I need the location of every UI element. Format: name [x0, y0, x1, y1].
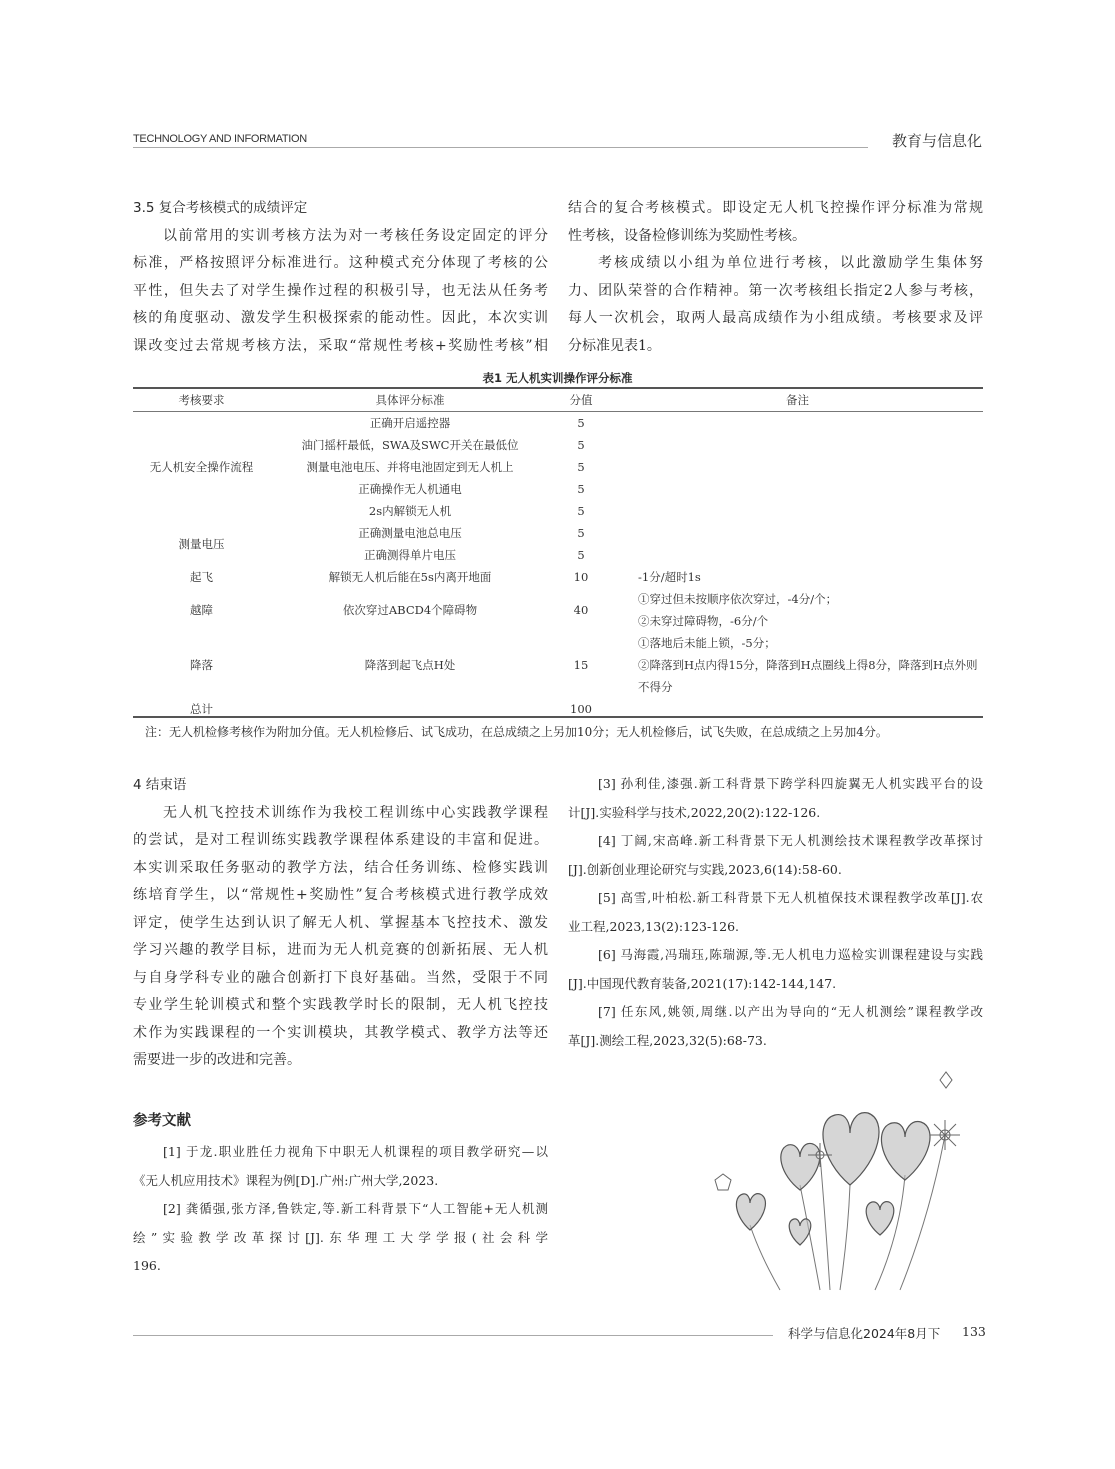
- text-line: 业工程,2023,13(2):123-126.: [568, 918, 739, 934]
- criterion-cell: 依次穿过ABCD4个障碍物: [342, 603, 478, 617]
- remarks-cell: [612, 456, 983, 478]
- text-line: 分标准见表1。: [568, 337, 661, 354]
- score-cell: 5: [577, 482, 585, 496]
- requirement-cell: 无人机安全操作流程: [149, 460, 254, 474]
- text-line: [J].创新创业理论研究与实践,2023,6(14):58-60.: [568, 861, 842, 877]
- text-line: 核的角度驱动、激发学生积极探索的能动性。因此，本次实训: [133, 310, 548, 326]
- section-3-5-left-column: [133, 195, 548, 360]
- score-cell: 5: [577, 548, 585, 562]
- header-rule: [133, 147, 868, 148]
- criterion-cell: 油门摇杆最低，SWA及SWC开关在最低位: [301, 438, 519, 452]
- text-line: 需要进一步的改进和完善。: [133, 1052, 301, 1068]
- criterion-cell: 测量电池电压、并将电池固定到无人机上: [306, 460, 514, 474]
- text-line: [2] 龚循强,张方泽,鲁铁定,等.新工科背景下“人工智能+无人机测: [163, 1201, 548, 1216]
- text-line: 平性，但失去了对学生操作过程的积极引导，也无法从任务考: [133, 282, 548, 299]
- table-note: 注：无人机检修考核作为附加分值。无人机检修后、试飞成功，在总成绩之上另加10分；无人机检修后，试飞失败，在总成绩之上另加4分。: [145, 725, 888, 739]
- text-line: [3] 孙利佳,漆强.新工科背景下跨学科四旋翼无人机实践平台的设: [598, 776, 983, 791]
- text-line: [4] 丁阔,宋高峰.新工科背景下无人机测绘技术课程教学改革探讨: [598, 833, 983, 848]
- header-remarks: 备注: [612, 388, 983, 412]
- score-cell: 5: [577, 438, 585, 452]
- text-line: 以前常用的实训考核方法为对一考核任务设定固定的评分: [163, 227, 548, 244]
- header-score: 分值: [550, 388, 612, 412]
- references-left: [133, 1108, 548, 1281]
- remarks-cell: [612, 500, 983, 522]
- running-header-english: TECHNOLOGY AND INFORMATION: [133, 133, 307, 145]
- section-heading: 4 结束语: [133, 777, 187, 793]
- text-line: [6] 马海霞,冯瑞珏,陈瑞源,等.无人机电力巡检实训课程建设与实践: [598, 947, 983, 962]
- requirement-cell: 降落: [190, 658, 213, 672]
- table-row: [133, 588, 983, 632]
- text-line: 考核成绩以小组为单位进行考核，以此激励学生集体努: [598, 255, 983, 271]
- remark-line: ①穿过但未按顺序依次穿过，-4分/个；: [638, 592, 838, 606]
- text-line: 无人机飞控技术训练作为我校工程训练中心实践教学课程: [163, 804, 548, 821]
- text-line: 标准，严格按照评分标准进行。这种模式充分体现了考核的公: [133, 255, 548, 271]
- requirement-cell: 总计: [190, 702, 213, 716]
- section-3-5-right-column: [568, 195, 983, 360]
- remarks-cell: [612, 544, 983, 566]
- remarks-cell: [612, 566, 983, 588]
- score-cell: 5: [577, 504, 585, 518]
- text-line: [1] 于龙.职业胜任力视角下中职无人机课程的项目教学研究—以: [163, 1144, 548, 1159]
- text-line: 绘”实验教学改革探讨[J].东华理工大学学报(社会科学: [133, 1229, 548, 1245]
- requirement-cell: 测量电压: [178, 537, 225, 551]
- header-requirement: 考核要求: [133, 388, 270, 412]
- remark-line: 不得分: [638, 680, 673, 694]
- header-criterion: 具体评分标准: [270, 388, 550, 412]
- text-line: 力、团队荣誉的合作精神。第一次考核组长指定2人参与考核，: [568, 282, 983, 299]
- text-line: 每人一次机会，取两人最高成绩作为小组成绩。考核要求及评: [568, 310, 983, 326]
- text-line: 与自身学科专业的融合创新打下良好基础。当然，受限于不同: [133, 969, 548, 986]
- text-line: 练培育学生，以“常规性+奖励性”复合考核模式进行教学成效: [133, 887, 548, 903]
- score-cell: 15: [573, 658, 589, 672]
- table-header-row: [133, 388, 983, 412]
- remark-line: ②降落到H点内得15分，降落到H点圈线上得8分，降落到H点外则: [638, 658, 978, 672]
- remarks-cell: [612, 434, 983, 456]
- footer-journal: 科学与信息化2024年8月下: [788, 1326, 941, 1341]
- criterion-cell: 正确开启遥控器: [369, 416, 451, 430]
- remark-line: -1分/超时1s: [638, 570, 701, 584]
- text-line: 的尝试，是对工程训练实践教学课程体系建设的丰富和促进。: [133, 832, 548, 848]
- section-heading: 3.5 复合考核模式的成绩评定: [133, 200, 308, 216]
- remarks-cell: [612, 412, 983, 435]
- text-line: 学习兴趣的教学目标，进而为无人机竞赛的创新拓展、无人机: [133, 942, 548, 958]
- table-bottom-rule: [133, 716, 983, 718]
- score-cell: 5: [577, 416, 585, 430]
- table-row: [133, 412, 983, 435]
- running-header-section: 教育与信息化: [892, 132, 983, 150]
- score-cell: 10: [573, 570, 589, 584]
- heart-flowers-illustration: [700, 1065, 980, 1295]
- criterion-cell: 正确操作无人机通电: [358, 482, 462, 496]
- score-cell: 5: [577, 526, 585, 540]
- conclusion-section: [133, 772, 548, 1075]
- footer-rule: [133, 1335, 773, 1336]
- remarks-cell: [612, 588, 983, 632]
- text-line: [5] 高雪,叶柏松.新工科背景下无人机植保技术课程教学改革[J].农: [598, 890, 983, 905]
- text-line: 计[J].实验科学与技术,2022,20(2):122-126.: [568, 804, 821, 820]
- text-line: 196.: [133, 1258, 161, 1273]
- table-row: [133, 522, 983, 544]
- criterion-cell: 降落到起飞点H处: [364, 658, 456, 672]
- score-cell: 5: [577, 460, 585, 474]
- criterion-cell: 2s内解锁无人机: [368, 504, 452, 518]
- remarks-cell: [612, 632, 983, 698]
- text-line: 《无人机应用技术》课程为例[D].广州:广州大学,2023.: [133, 1172, 439, 1188]
- criterion-cell: 解锁无人机后能在5s内离开地面: [328, 570, 492, 584]
- text-line: 革[J].测绘工程,2023,32(5):68-73.: [568, 1032, 767, 1048]
- text-line: 评定，使学生达到认识了解无人机、掌握基本飞控技术、激发: [133, 914, 548, 931]
- requirement-cell: 越障: [190, 603, 213, 617]
- text-line: 术作为实践课程的一个实训模块，其教学模式、教学方法等还: [133, 1024, 548, 1041]
- remarks-cell: [612, 478, 983, 500]
- remarks-cell: [612, 522, 983, 544]
- table-row: [133, 632, 983, 698]
- page-number: 133: [962, 1324, 986, 1339]
- references-heading: 参考文献: [133, 1113, 191, 1129]
- criterion-cell: 正确测得单片电压: [364, 548, 456, 562]
- text-line: [7] 任东风,姚领,周继.以产出为导向的“无人机测绘”课程教学改: [598, 1004, 983, 1019]
- score-cell: 40: [573, 603, 589, 617]
- text-line: 结合的复合考核模式。即设定无人机飞控操作评分标准为常规: [568, 200, 983, 216]
- text-line: 本实训采取任务驱动的教学方法，结合任务训练、检修实践训: [133, 859, 548, 876]
- remark-line: ②未穿过障碍物，-6分/个: [638, 614, 769, 628]
- references-right: [568, 770, 983, 1055]
- text-line: 专业学生轮训模式和整个实践教学时长的限制，无人机飞控技: [133, 997, 548, 1013]
- score-cell: 100: [570, 702, 592, 716]
- table-caption: 表1 无人机实训操作评分标准: [482, 371, 633, 385]
- requirement-cell: 起飞: [190, 570, 213, 584]
- text-line: [J].中国现代教育装备,2021(17):142-144,147.: [568, 975, 837, 991]
- text-line: 课改变过去常规考核方法，采取“常规性考核+奖励性考核”相: [133, 337, 548, 354]
- criterion-cell: 正确测量电池总电压: [358, 526, 462, 540]
- text-line: 性考核，设备检修训练为奖励性考核。: [568, 227, 806, 244]
- remark-line: ①落地后未能上锁，-5分；: [638, 636, 776, 650]
- table-row: [133, 566, 983, 588]
- scoring-table: [133, 388, 983, 720]
